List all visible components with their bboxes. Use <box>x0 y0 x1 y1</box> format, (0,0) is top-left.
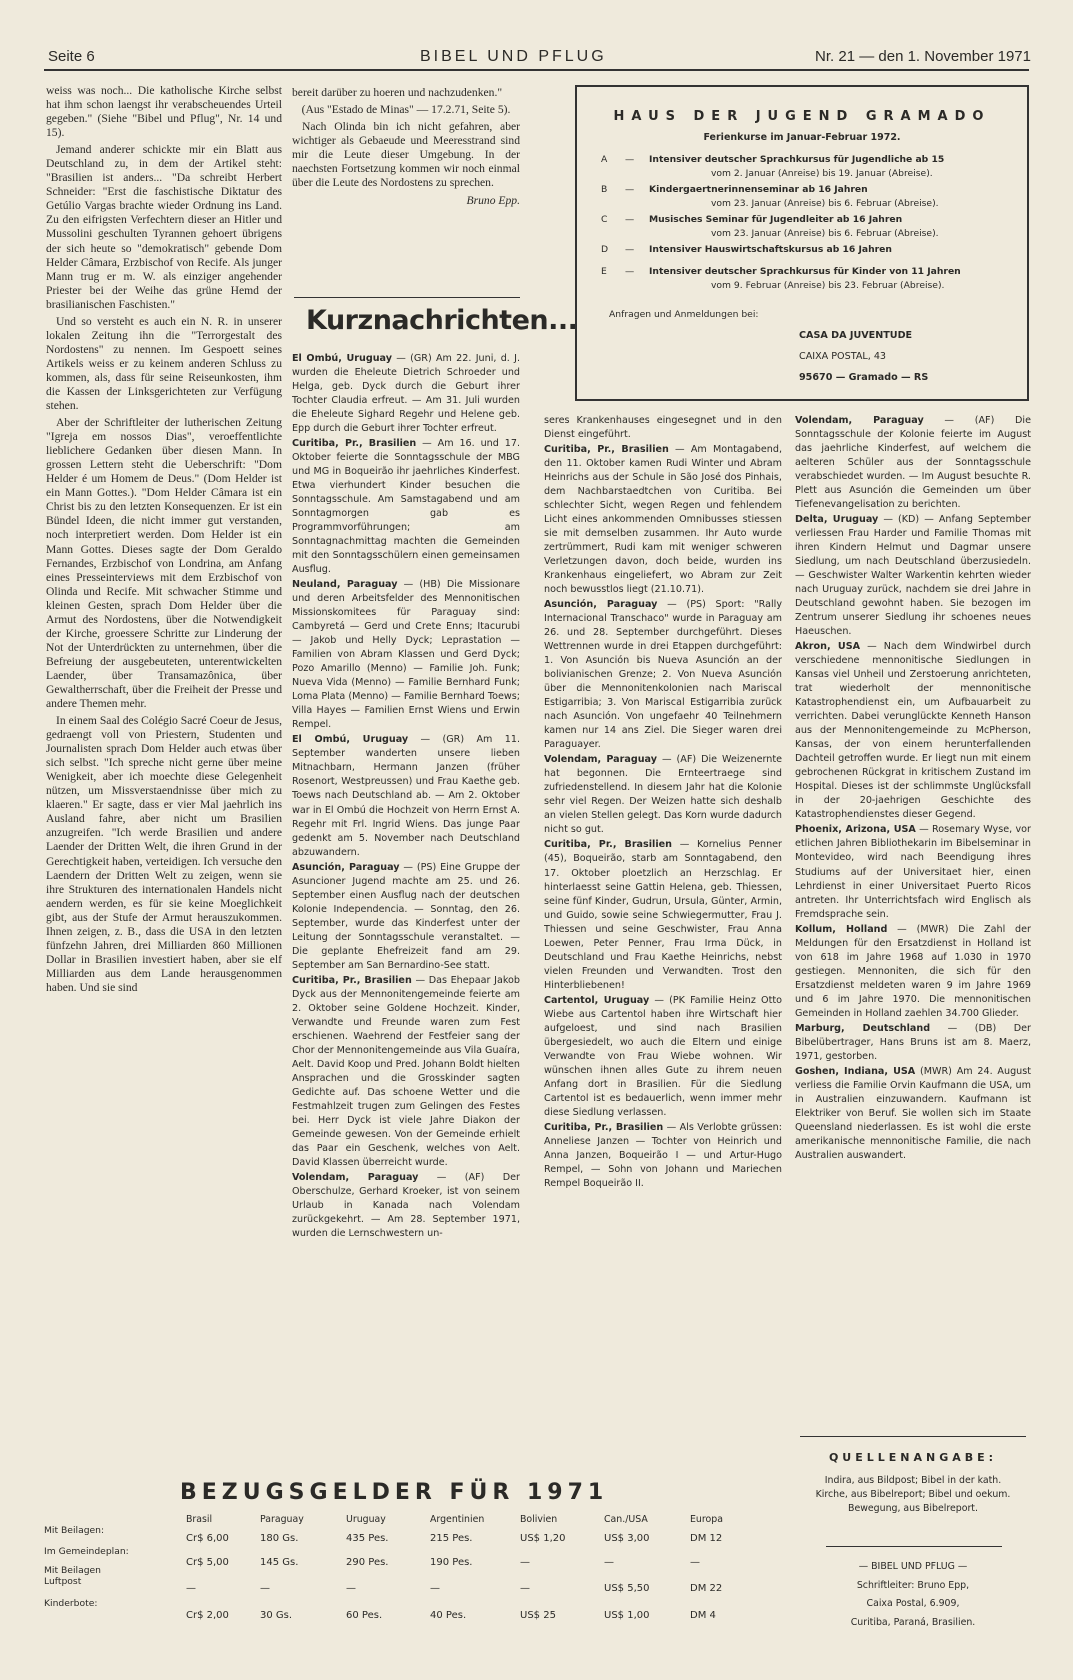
impressum <box>795 1558 1031 1632</box>
news-item <box>544 598 782 752</box>
table-cell: 30 Gs. <box>260 1610 293 1621</box>
article-paragraph: bereit darüber zu hoeren und nachzudenken." <box>292 86 503 99</box>
section-rule <box>800 1436 1026 1437</box>
table-cell: — <box>690 1557 700 1568</box>
news-item <box>544 838 782 992</box>
news-item <box>544 1121 782 1191</box>
news-text: — (KD) — Anfang September verliessen Frau Harder und Familie Thomas mit ihren Kindern Helmut und Dagmar unsere Siedlung, um nach Deutschland überzusiedeln. — Geschwister Walter Warkentin kehrten wieder nach Uruguay zurück, nachdem sie drei Jahre in Deutschland gewohnt haben. Sie bezogen im Zentrum unserer Siedlung ihr schoenes neues Haeuschen. <box>795 514 1031 638</box>
news-text: — (AF) Die Weizenernte hat begonnen. Die Ernteertraege sind zufriedenstellend. In diesem Jahr hat die Kolonie sehr viel Regen. Der Weizen hatte sich deshalb an vielen Stellen gelegt. Das Korn wurde dadurch nicht so gut. <box>544 754 782 836</box>
course-dash: — <box>625 154 635 165</box>
course-title: Kindergaertnerinnenseminar ab 16 Jahren <box>649 184 868 195</box>
course-letter: C <box>601 214 608 225</box>
course-dash: — <box>625 214 635 225</box>
news-text: — Rosemary Wyse, vor etlichen Jahren Bibliothekarin im Bibelseminar in Montevideo, wird nach Beendigung ihres Studiums auf der Universitaet hier, einen Lehrdienst in einer Universitaet Puerto Ricos antreten. Ihr Unterrichtsfach wird Englisch als Fremdsprache sein. <box>795 824 1031 920</box>
news-text: (MWR) Am 24. August verliess die Familie Orvin Kaufmann die USA, um in Australien einzuwandern. Kaufmann ist Elektriker von Beruf. Sie wollen sich im Staate Queensland niederlassen. Es ist wohl die erste amerikanische mennonitische Familie, die nach Australien auswandert. <box>795 1065 1031 1161</box>
course-dates: vom 2. Januar (Anreise) bis 19. Januar (Abreise). <box>711 168 933 179</box>
news-text: — Nach dem Windwirbel durch verschiedene mennonitische Siedlungen in Kansas viel Unheil und Zerstoerung anrichteten, trat wiederholt der mennonitische Katastrophendienst ein, um Aufbauarbeit zu verrichten. Dabei verunglückte Kenneth Hanson aus der Mennonitengemeinde zu McPherson, Kansas, der von einem herunterfallenden Dachteil getroffen wurde. Er liegt nun mit einem gebrochenen Rückgrat in kritischem Zustand im Hospital. Dieses ist der schlimmste Unglücksfall in der 20-jaehrigen Geschichte des Katastrophendienstes dieser Gegend. <box>795 641 1031 821</box>
news-text: — (DB) Der Bibelübertrager, Hans Bruns ist am 8. Maerz, 1971, gestorben. <box>795 1022 1031 1062</box>
news-place: El Ombú, Uruguay <box>292 353 392 364</box>
course-dash: — <box>625 184 635 195</box>
news-text: seres Krankenhauses eingesegnet und in den Dienst eingeführt. <box>544 415 782 441</box>
news-text: — (MWR) Die Zahl der Meldungen für den Ersatzdienst in Holland ist von 618 im Jahre 1968 auf 1.030 in 1970 gestiegen. Mennoniten, die sich für den Ersatzdienst meldeten waren 9 im Jahre 1969 und 6 im Jahre 1970. Die mennonitischen Gemeinden in Holland zaehlen 34.700 Glieder. <box>795 923 1031 1019</box>
table-cell: DM 12 <box>690 1533 723 1544</box>
table-cell: — <box>520 1557 530 1568</box>
news-item <box>795 1022 1031 1064</box>
table-cell: 40 Pes. <box>430 1610 467 1621</box>
table-cell: — <box>430 1583 440 1594</box>
table-row-label: Im Gemeindeplan: <box>44 1546 129 1557</box>
course-dash: — <box>625 266 635 277</box>
news-place: Kollum, Holland <box>795 923 888 935</box>
table-cell: Cr$ 2,00 <box>186 1610 229 1621</box>
article-paragraph: weiss was noch... Die katholische Kirche selbst hat ihm schon laengst ihr verabscheuendes Urteil gegeben." (Siehe "Bibel und Pflug", Nr. 14 und 15). <box>46 84 282 140</box>
table-header: Can./USA <box>604 1514 648 1525</box>
table-cell: US$ 1,20 <box>520 1533 566 1544</box>
course-item <box>601 265 1011 293</box>
news-item <box>795 513 1031 639</box>
section-rule <box>826 1546 1002 1547</box>
table-cell: — <box>346 1583 356 1594</box>
sources-line: Bewegung, aus Bibelreport. <box>848 1503 978 1514</box>
news-item <box>544 443 782 597</box>
news-place: Curitiba, Pr., Brasilien <box>292 438 417 450</box>
page-number: Seite 6 <box>48 48 95 65</box>
news-item <box>292 437 520 577</box>
course-letter: D <box>601 244 609 255</box>
news-place: Asunción, Paraguay <box>544 599 658 611</box>
table-cell: 180 Gs. <box>260 1533 299 1544</box>
table-cell: 60 Pes. <box>346 1610 383 1621</box>
course-letter: B <box>601 184 608 195</box>
article-column-1 <box>46 84 282 1474</box>
news-place: El Ombú, Uruguay <box>292 734 409 746</box>
course-title: Musisches Seminar für Jugendleiter ab 16 Jahren <box>649 214 903 225</box>
table-cell: 215 Pes. <box>430 1533 473 1544</box>
news-text: — (GR) Am 11. September wanderten unsere lieben Mitnachbarn, Hermann Janzen (früher Rosenort, Westpreussen) und Frau Kaethe geb. Toews nach Deutschland ab. — Am 2. Oktober war in El Ombú die Hochzeit von Herrn Ernst A. Regehr mit Frl. Ingrid Wiens. Das junge Paar gedenkt am 5. November nach Deutschland abzuwandern. <box>292 734 520 858</box>
news-text: — Am 16. und 17. Oktober feierte die Sonntagsschule der MBG und MG in Boqueirão ihr jaehrliches Kinderfest. Etwa vierhundert Kinder besuchen die Sonntagsschule. Am Samstagabend und am Sonntagmorgen gab es Programmvorführungen; am Sonntagnachmittag machten die Gemeinden mit den Sonntagsschülern einen gemeinsamen Ausflug. <box>292 438 520 576</box>
table-header: Uruguay <box>346 1514 386 1525</box>
table-row-label: Mit Beilagen: <box>44 1525 105 1536</box>
course-item <box>601 243 1011 257</box>
article-source: (Aus "Estado de Minas" — 17.2.71, Seite 5). <box>301 103 511 117</box>
course-letter: A <box>601 154 608 165</box>
table-header: Europa <box>690 1514 723 1525</box>
news-item <box>795 414 1031 512</box>
news-item <box>795 823 1031 921</box>
news-item <box>292 733 520 859</box>
news-column-1 <box>292 352 520 1474</box>
news-column-3 <box>795 414 1031 1434</box>
news-place: Neuland, Paraguay <box>292 579 398 591</box>
article-paragraph: Nach Olinda bin ich nicht gefahren, aber wichtiger als Gebaeude und Meeresstrand sind mir die Leute dieser Umgebung. In der naechsten Fortsetzung kommen wir noch einmal über die Leute des Nordostens zu sprechen. <box>292 120 520 190</box>
impressum-line: Caixa Postal, 6.909, <box>866 1598 960 1609</box>
table-header: Brasil <box>186 1514 213 1525</box>
news-item <box>795 640 1031 822</box>
table-header: Argentinien <box>430 1514 485 1525</box>
news-text: — Am Montagabend, den 11. Oktober kamen Rudi Winter und Abram Heinrichs aus der Schule in São José dos Pinhais, dem Nachbarstaedtchen von Curitiba. Bei schlechter Sicht, wegen Regen und fehlendem Licht eines ankommenden Omnibusses stiessen sie mit demselben zusammen. Ihr Auto wurde zertrümmert, Rudi kam mit weniger schweren Verletzungen davon, doch beide, wurden ins Krankenhaus eingeliefert, wo Abram zur Zeit noch bewusstlos liegt (21.10.71). <box>544 444 782 596</box>
article-paragraph: In einem Saal des Colégio Sacré Coeur de Jesus, gedraengt voll von Priestern, Studenten und Journalisten sprach Dom Helder auch etwas über sich selbst. "Ich spreche nicht gerne über meine Wenigkeit, aber ich moechte diese Gelegenheit nützen, um Missverstaendnisse über mich zu klaeren." Er sagte, dass er vier Mal jaehrlich ins Ausland fahre, aber nicht um Brasilien anzugreifen. "Ich werde Brasilien und andere Laender der Dritten Welt, die ihren Grund in der Gerechtigkeit haben, verteidigen. Ich versuche den Laendern der Dritten Welt zu zeigen, wenn sie ihre Strukturen des internationalen Handels nicht aendern werden, es für sie keine Moeglichkeit gibt, aus der Stufe der Armut herauszukommen. Ihnen zeigen, z. B., dass die USA in den letzten fünfzehn Jahren, drei Milliarden 860 Millionen Dollar in Brasilien investiert haben, aber sie elf Milliarden aus dem Lande herausgenommen haben. Und sie sind <box>46 714 282 994</box>
table-cell: US$ 25 <box>520 1610 556 1621</box>
table-row-label: Mit Beilagen Luftpost <box>44 1565 102 1587</box>
header-rule <box>44 69 1029 71</box>
table-cell: US$ 3,00 <box>604 1533 650 1544</box>
news-item <box>544 994 782 1120</box>
masthead: BIBEL UND PFLUG <box>420 48 607 65</box>
article-paragraph: Jemand anderer schickte mir ein Blatt aus Deutschland zu, in dem der Artikel steht: "Brasilien ist anders... "Da schreibt Herbert Schneider: "Erst die faschistische Diktatur des Getúlio Vargas brachte wieder Ordnung ins Land. Zu den eifrigsten Verfechtern dieser an Hitler und Mussolini geschulten Tyrannen gehoert übrigens der sich heute so "demokratisch" gebende Dom Helder Câmara, Erzbischof von Recife. Als junger Mann trug er m. W. als einziger angehender Priester bei der Weihe das grüne Hemd der brasilianischen Faschisten." <box>46 143 282 311</box>
news-place: Cartentol, Uruguay <box>544 994 650 1006</box>
table-cell: 290 Pes. <box>346 1557 389 1568</box>
news-item <box>292 352 520 436</box>
article-paragraph: Aber der Schriftleiter der lutherischen Zeitung "Igreja em nossos Dias", veroeffentlichte lieblichere Gedanken über diesen Mann. In grossen Lettern steht die Ueberschrift: "Dom Helder é um Homem de Deus." (Dom Helder ist ein Mann Gottes.). "Dom Helder Câmara ist ein Christ bis zu den letzten Konsequenzen. Er ist ein Bündel Ideen, die nicht immer gut verstanden, noch interpretiert werden. Dom Helder ist ein Mann Gottes. Dieses sagte der Dom Geraldo Fernandes, Erzbischof von Londrina, am Anfang eines Presseinterviews mit dem Erzbischof von Olinda und Recife. Mit schwacher Stimme und kleinen Gesten, sprach Dom Helder über die Armut des Nordostens, über die Notwendigkeit der Kirche, groessere Schritte zur Linderung der Not der Unterdrückten zu unternehmen, über die Befreiung der ausgebeuteten, unterentwickelten Laender, über Transamazônica, über Gewaltherrschaft, über die Freiheit der Presse und andere Themen mehr. <box>46 416 282 711</box>
news-item <box>292 861 520 973</box>
news-text: — Als Verlobte grüssen: Anneliese Janzen — Tochter von Heinrich und Anna Janzen, Boqueirão I — und Artur-Hugo Rempel, — Sohn von Johann und Mariechen Rempel Boqueirão II. <box>544 1121 782 1189</box>
table-cell: US$ 1,00 <box>604 1610 650 1621</box>
sources-line: Kirche, aus Bibelreport; Bibel und oekum. <box>815 1489 1011 1500</box>
news-place: Delta, Uruguay <box>795 514 879 526</box>
course-dash: — <box>625 244 635 255</box>
table-cell: — <box>520 1583 530 1594</box>
news-place: Phoenix, Arizona, USA <box>795 824 916 836</box>
article-column-2 <box>292 86 520 211</box>
course-title: Intensiver Hauswirtschaftskursus ab 16 Jahren <box>649 244 892 255</box>
course-letter: E <box>601 266 607 277</box>
impressum-line: Schriftleiter: Bruno Epp, <box>856 1579 970 1591</box>
news-text: — Das Ehepaar Jakob Dyck aus der Mennonitengemeinde feierte am 2. Oktober seine Goldene Hochzeit. Kinder, Verwandte und Freunde waren zum Fest erschienen. Waehrend der Festfeier sang der Chor der Mennonitengemeinde aus Vila Guaíra, Aelt. David Koop und Pred. Johann Boldt hielten Ansprachen und die Grosskinder sagten Gedichte auf. Das schoene Wetter und die Festmahlzeit trugen zum Gelingen des Festes bei. Herr Dyck ist viele Jahre Diakon der Gemeinde gewesen. Von der Gemeinde erhielt das Paar ein Geschenk, welches von Aelt. David Klassen überreicht wurde. <box>292 974 520 1168</box>
table-cell: — <box>260 1583 270 1594</box>
address-line: 95670 — Gramado — RS <box>799 372 929 383</box>
address-line: CAIXA POSTAL, 43 <box>799 351 887 362</box>
table-cell: US$ 5,50 <box>604 1583 650 1594</box>
news-place: Curitiba, Pr., Brasilien <box>292 974 412 986</box>
table-cell: — <box>186 1583 196 1594</box>
news-item <box>544 414 782 442</box>
table-header: Paraguay <box>260 1514 304 1525</box>
news-item <box>292 1171 520 1241</box>
article-paragraph: Und so versteht es auch ein N. R. in unserer lokalen Zeitung ihn die "Terrorgestalt des Nordostens" zu nennen. Im Gespoett seines Artikels weiss er zu keinem anderen Schluss zu kommen, als, dass für seine Reiseunkosten, ihm die Kassen der Linksgerichteten zur Verfügung stehen. <box>46 314 282 413</box>
news-item <box>544 753 782 837</box>
news-text: — (HB) Die Missionare und deren Arbeitsfelder des Mennonitischen Missionskomitees für Paraguay sind: Cambyretá — Gerd und Crete Enns; Itacurubi — Jakob und Helly Dyck; Leprastation — Familien von Abram Klassen und Gerd Dyck; Pozo Amarillo (Menno) — Familie Joh. Funk; Nueva Vida (Menno) — Familie Bernhard Funk; Loma Plata (Menno) — Familie Bernhard Toews; Villa Hayes — Familien Ernst Wiens und Erwin Rempel. <box>292 579 520 731</box>
news-item <box>795 1065 1031 1163</box>
impressum-line: — BIBEL UND PFLUG — <box>858 1561 968 1572</box>
news-item <box>795 923 1031 1021</box>
news-text: — (AF) Die Sonntagsschule der Kolonie feierte im August das jaehrliche Kinderfest, auf welchem die aelteren Schüler aus der Sonntagsschule verabschiedet wurden. — Im August besuchte R. Plett aus Asunción die Gemeinden um über Tiefenevangelisation zu berichten. <box>795 415 1031 511</box>
sources-title: QUELLENANGABE: <box>828 1451 998 1464</box>
news-place: Marburg, Deutschland <box>795 1022 931 1034</box>
section-rule <box>294 297 520 298</box>
box-subtitle: Ferienkurse im Januar-Februar 1972. <box>703 132 901 143</box>
course-title: Intensiver deutscher Sprachkursus für Kinder von 11 Jahren <box>649 266 961 277</box>
news-text: — Kornelius Penner (45), Boqueirão, starb am Sonntagabend, den 17. Oktober ploetzlich an Herzschlag. Er hinterlaesst seine Gattin Helena, geb. Thiessen, seine fünf Kinder, Gudrun, Ursula, Günter, Armin, und Guido, sowie seine Schwiegermutter, Frau J. Thiessen und seine Geschwister, Frau Anna Loewen, Peter Penner, Frau Irma Dück, in Deutschland und Frau Kaethe Heinrichs, nebst vielen Freunden und Verwandten. Trost den Hinterbliebenen! <box>544 839 782 991</box>
news-item <box>292 578 520 732</box>
table-cell: DM 4 <box>690 1610 716 1621</box>
table-row-label: Kinderbote: <box>44 1598 98 1609</box>
news-place: Volendam, Paraguay <box>795 415 924 426</box>
course-dates: vom 23. Januar (Anreise) bis 6. Februar (Abreise). <box>711 198 939 209</box>
news-place: Curitiba, Pr., Brasilien <box>544 444 669 456</box>
news-place: Volendam, Paraguay <box>292 1171 419 1183</box>
news-text: — (PS) Sport: "Rally Internacional Transchaco" wurde in Paraguay am 26. und 28. September durchgeführt. Dieses Wettrennen wurde in drei Etappen durchgeführt: 1. Von Asunción bis Nueva Asunción an der bolivianischen Grenze; 2. Von Nueva Asunción über die Mennonitenkolonien nach Mariscal Estigarribia; 3. Von Mariscal Estigarribia zurück nach Asunción. Von ungefaehr 40 Teilnehmern kamen nur 14 ans Ziel. Die Sieger waren drei Paraguayer. <box>544 599 782 751</box>
table-cell: DM 22 <box>690 1583 723 1594</box>
price-table-title: BEZUGSGELDER FÜR 1971 <box>180 1480 609 1505</box>
news-text: — (PK Familie Heinz Otto Wiebe aus Cartentol haben ihre Wirtschaft hier aufgeloest, und sind nach Brasilien übergesiedelt, wo auch die Eltern und einige Verwandte von Frau Wiebe wohnen. Wir wünschen ihnen alles Gute zu ihrem neuen Anfang dort in Brasilien. Für die Siedlung Cartentol ist es bedauerlich, wenn immer mehr diese Siedlung verlassen. <box>544 994 782 1118</box>
sources-line: Indira, aus Bildpost; Bibel in der kath. <box>824 1475 1002 1486</box>
news-item <box>292 974 520 1170</box>
news-text: — (GR) Am 22. Juni, d. J. wurden die Eheleute Dietrich Schroeder und Helga, geb. Dyck durch die Geburt ihrer Tochter Claudia erfreut. — Am 31. Juli wurden die Eheleute Sighard Regehr und Helene geb. Epp durch die Geburt ihrer Tochter erfreut. <box>292 353 520 435</box>
table-cell: — <box>604 1557 614 1568</box>
table-cell: Cr$ 5,00 <box>186 1557 229 1568</box>
course-announcement-box <box>575 85 1029 401</box>
box-title: HAUS DER JUGEND GRAMADO <box>613 109 991 124</box>
course-item <box>601 153 1011 181</box>
section-title: Kurznachrichten... <box>306 305 578 336</box>
address-line: CASA DA JUVENTUDE <box>799 330 913 341</box>
course-dates: vom 23. Januar (Anreise) bis 6. Februar (Abreise). <box>711 228 939 239</box>
news-place: Curitiba, Pr., Brasilien <box>544 839 672 851</box>
issue-date: Nr. 21 — den 1. November 1971 <box>815 48 1031 65</box>
course-item <box>601 213 1011 241</box>
news-place: Akron, USA <box>795 641 861 653</box>
news-place: Curitiba, Pr., Brasilien <box>544 1121 664 1133</box>
course-item <box>601 183 1011 211</box>
sources-text <box>795 1474 1031 1516</box>
course-title: Intensiver deutscher Sprachkursus für Jugendliche ab 15 <box>649 154 945 165</box>
article-signature: Bruno Epp. <box>466 194 520 208</box>
news-text: — (PS) Eine Gruppe der Asuncioner Jugend machte am 25. und 26. September einen Ausflug nach der deutschen Kolonie Independencia. — Sonntag, den 26. September, wurde das Kinderfest unter der Leitung der Sonntagsschule veranstaltet. — Die geplante Ehefreizeit fand am 29. September am San Bernardino-See statt. <box>292 861 520 971</box>
table-header: Bolivien <box>520 1514 558 1525</box>
impressum-line: Curitiba, Paraná, Brasilien. <box>850 1616 976 1628</box>
news-place: Volendam, Paraguay <box>544 754 657 766</box>
news-place: Goshen, Indiana, USA <box>795 1065 916 1077</box>
news-place: Asunción, Paraguay <box>292 861 400 873</box>
news-column-2 <box>544 414 782 1484</box>
table-cell: 145 Gs. <box>260 1557 299 1568</box>
course-dates: vom 9. Februar (Anreise) bis 23. Februar (Abreise). <box>711 280 945 291</box>
table-cell: 190 Pes. <box>430 1557 473 1568</box>
table-cell: Cr$ 6,00 <box>186 1533 229 1544</box>
box-inquiry: Anfragen und Anmeldungen bei: <box>609 309 759 320</box>
table-cell: 435 Pes. <box>346 1533 389 1544</box>
news-text: — (AF) Der Oberschulze, Gerhard Kroeker, ist von seinem Urlaub in Kanada nach Volendam zurückgekehrt. — Am 28. September 1971, wurden die Lernschwestern un- <box>292 1171 520 1239</box>
